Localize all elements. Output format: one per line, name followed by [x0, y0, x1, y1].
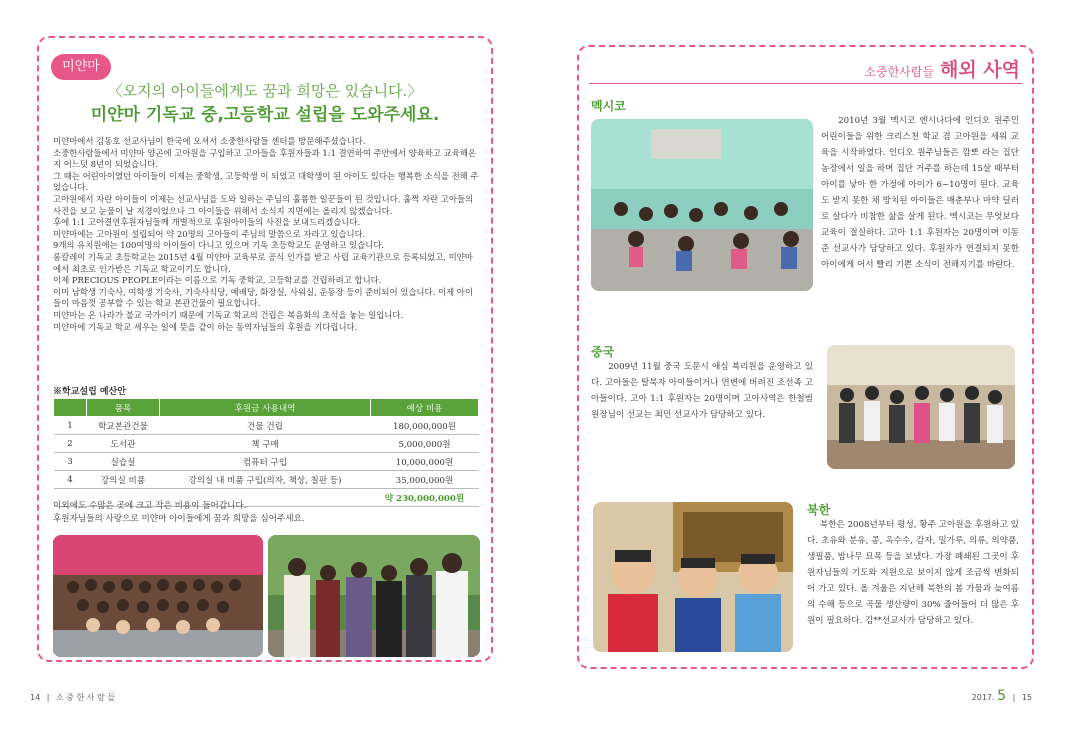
right-page-footer: [972, 688, 1032, 704]
north-korea-children-photo: [593, 502, 793, 652]
missionaries-group-photo-image: [268, 535, 480, 657]
paragraph: 후에 1:1 고아결연후원자님들께 개별적으로 후원아이들의 사진을 보내드리겠습니다.: [53, 217, 361, 228]
table-row: [54, 417, 479, 435]
table-cell: 실습실: [87, 453, 160, 471]
table-cell: 학교본관건물: [87, 417, 160, 435]
table-cell: 10,000,000원: [371, 453, 479, 471]
left-article-panel: [37, 36, 493, 662]
north-korea-children-photo-image: [593, 502, 793, 652]
table-cell: 도서관: [87, 435, 160, 453]
right-overseas-panel: [577, 45, 1034, 669]
region-title-china: 중국: [591, 345, 615, 359]
section-header: [864, 55, 1020, 82]
header-divider: [589, 83, 1022, 84]
column-header: 후원금 사용내역: [160, 399, 371, 417]
left-page-footer: [30, 692, 115, 703]
paragraph: 미얀마는 온 나라가 불교 국가이기 때문에 기독교 학교의 건립은 복음화의 초석을 놓는 일입니다.: [53, 309, 404, 320]
children-group-photo: [53, 535, 263, 657]
mexico-text: 2010년 3월 멕시코 엔시나다에 인디오 원주민 어린이들을 위한 크리스천 학교 겸 고아원을 세워 교육을 시작하였다. 인디오 원주님들은 깜뽀 라는 집단 농장에서 일을 하며 집단 거주를 하는데 15살 때부터 아이를 낳아 한 가정에 아이가 6~10명이 된다. 교육도 받지 못한 채 방치된 아이들은 매춘부나 마약 딜러로 살다가 비참한 삶을 살게 된다. 멕시코는 무엇보다 교육이 절실하다. 고아 1:1 후원자는 20명이며 이동준 선교사가 담당하고 있다. 후원자가 연결되지 못한 아이에게 어서 빨리 기쁜 소식이 전해지기를 바란다.: [821, 116, 1019, 270]
paragraph: 미얀마에 기독교 학교 세우는 일에 뜻을 같이 하는 동역자님들의 후원을 기다립니다.: [53, 321, 358, 332]
missionaries-group-photo: [268, 535, 480, 657]
paragraph: 이제 PRECIOUS PEOPLE이라는 이름으로 기독 중학교, 고등학교를 건립하려고 합니다.: [53, 275, 382, 286]
table-cell: 3: [54, 453, 87, 471]
section-title: 해외 사역: [939, 59, 1020, 81]
right-page-number: 15: [1021, 693, 1032, 702]
table-cell: 180,000,000원: [371, 417, 479, 435]
table-cell: 책 구매: [160, 435, 371, 453]
article-body: [53, 136, 479, 333]
paragraph: 그 때는 어린아이였던 아이들이 이제는 중학생, 고등학생 이 되었고 대학생이 된 아이도 있다는 행복한 소식을 전해 주었습니다.: [53, 170, 479, 193]
table-cell: 5,000,000원: [371, 435, 479, 453]
column-header: 품목: [87, 399, 160, 417]
table-cell: 1: [54, 417, 87, 435]
table-cell: 35,000,000원: [371, 471, 479, 489]
closing-line: 후원자님들의 사랑으로 미얀마 아이들에게 꿈과 희망을 심어주세요.: [53, 514, 305, 524]
table-cell: 강의실 내 비품 구입(의자, 책상, 칠판 등): [160, 471, 371, 489]
paragraph: 소중한사람들에서 미얀마 양곤에 고아원을 구입하고 고아들을 후원자들과 1:1 결연하여 주안에서 양육하고 교육해온지 어느덧 8년이 되었습니다.: [53, 147, 477, 170]
paragraph: 롱칼레이 기독교 초등학교는 2015년 4월 미얀마 교육부로 공식 인가를 받고 사립 교육기관으로 등록되었고, 미얀마에서 최초로 인가받은 기독교 학교이기도 합니다.: [53, 251, 473, 274]
budget-label: ※학교설립 예산안: [53, 387, 126, 397]
paragraph: 9개의 유치원에는 100여명의 아이들이 다니고 있으며 기독 초등학교도 운영하고 있습니다.: [53, 240, 385, 251]
children-group-photo-image: [53, 535, 263, 657]
region-title-north-korea: 북한: [807, 503, 831, 517]
footer-separator: |: [1012, 693, 1016, 702]
column-header: [54, 399, 87, 417]
table-row: [54, 453, 479, 471]
paragraph: 미얀마에서 김동호 선교사님이 한국에 오셔서 소중한사람들 센터를 방문해주셨습니다.: [53, 136, 366, 146]
closing-text: [53, 500, 479, 526]
paragraph: 이미 남학생 기숙사, 여학생 기숙사, 기숙사식당, 예배당, 화장실, 사워실, 운동장 등이 준비되어 있습니다. 이제 아이들이 마음껏 공부할 수 있는 학교 본관건물이 필요합니다.: [53, 286, 473, 309]
china-children-photo-image: [827, 345, 1015, 469]
table-cell: 2: [54, 435, 87, 453]
closing-line: 이외에도 수많은 곳에 크고 작은 비용이 들어갑니다.: [53, 501, 247, 511]
left-footer-title: 소 중 한 사 람 들: [55, 693, 116, 702]
region-title-mexico: 멕시코: [591, 99, 626, 113]
paragraph: 고아원에서 자란 아이들이 이제는 선교사님을 도와 일하는 주님의 훌륭한 일꾼들이 된 것입니다. 훌쩍 자란 고아들의 사진을 보고 눈물이 날 지경이었으나 그 아이들을 위해서 소식지 지면에는 올리지 않겠습니다.: [53, 193, 474, 216]
china-children-photo: [827, 345, 1015, 469]
article-subtitle: 〈오지의 아이들에게도 꿈과 희망은 있습니다.〉: [107, 82, 423, 100]
issue-year: 2017.: [971, 693, 995, 702]
table-cell: 강의실 비품: [87, 471, 160, 489]
china-text: 2009년 11월 중국 도문시 애심 복리원을 운영하고 있다. 고아들은 탈북자 아이들이거나 연변에 버려진 조선족 고아들이다. 고아 1:1 후원자는 20명이며 고아사역은 한철범 원장님이 선교는 최민 선교사가 담당하고 있다.: [591, 362, 813, 420]
table-row: [54, 471, 479, 489]
issue-month: 5: [997, 688, 1007, 704]
footer-separator: |: [46, 693, 50, 702]
north-korea-text: 북한은 2008년부터 평성, 황주 고아원을 후원하고 있다. 초유와 분유, 콩, 옥수수, 감자, 밀가루, 의류, 의약품, 생필품, 밤나무 묘목 등을 보냈다. 가장 폐쇄된 그곳이 후원자님들의 기도와 지원으로 보이지 않게 조금씩 변화되어 가고 있다. 올 겨울은 지난해 북한의 봄 가뭄과 늦여름의 수해 등으로 곡물 생산량이 30% 줄어들어 더 많은 후원이 필요하다. 김**선교사가 담당하고 있다.: [807, 520, 1019, 626]
table-cell: 건물 건립: [160, 417, 371, 435]
left-page-number: 14: [30, 693, 41, 702]
paragraph: 미얀마에는 고아원이 설립되어 약 20명의 고아들이 주님의 말씀으로 자라고 있습니다.: [53, 228, 366, 239]
country-badge: 미얀마: [51, 54, 111, 80]
column-header: 예상 비용: [371, 399, 479, 417]
table-cell: 컴퓨터 구입: [160, 453, 371, 471]
table-header-row: [54, 399, 479, 417]
section-org-name: 소중한사람들: [864, 65, 934, 79]
table-row: [54, 435, 479, 453]
total-cost: 약 230,000,000원: [371, 489, 479, 507]
table-cell: 4: [54, 471, 87, 489]
mexico-classroom-photo: [591, 119, 813, 291]
article-title: 미얀마 기독교 중,고등학교 설립을 도와주세요.: [90, 105, 440, 125]
mexico-classroom-photo-image: [591, 119, 813, 291]
budget-table: [53, 398, 479, 507]
